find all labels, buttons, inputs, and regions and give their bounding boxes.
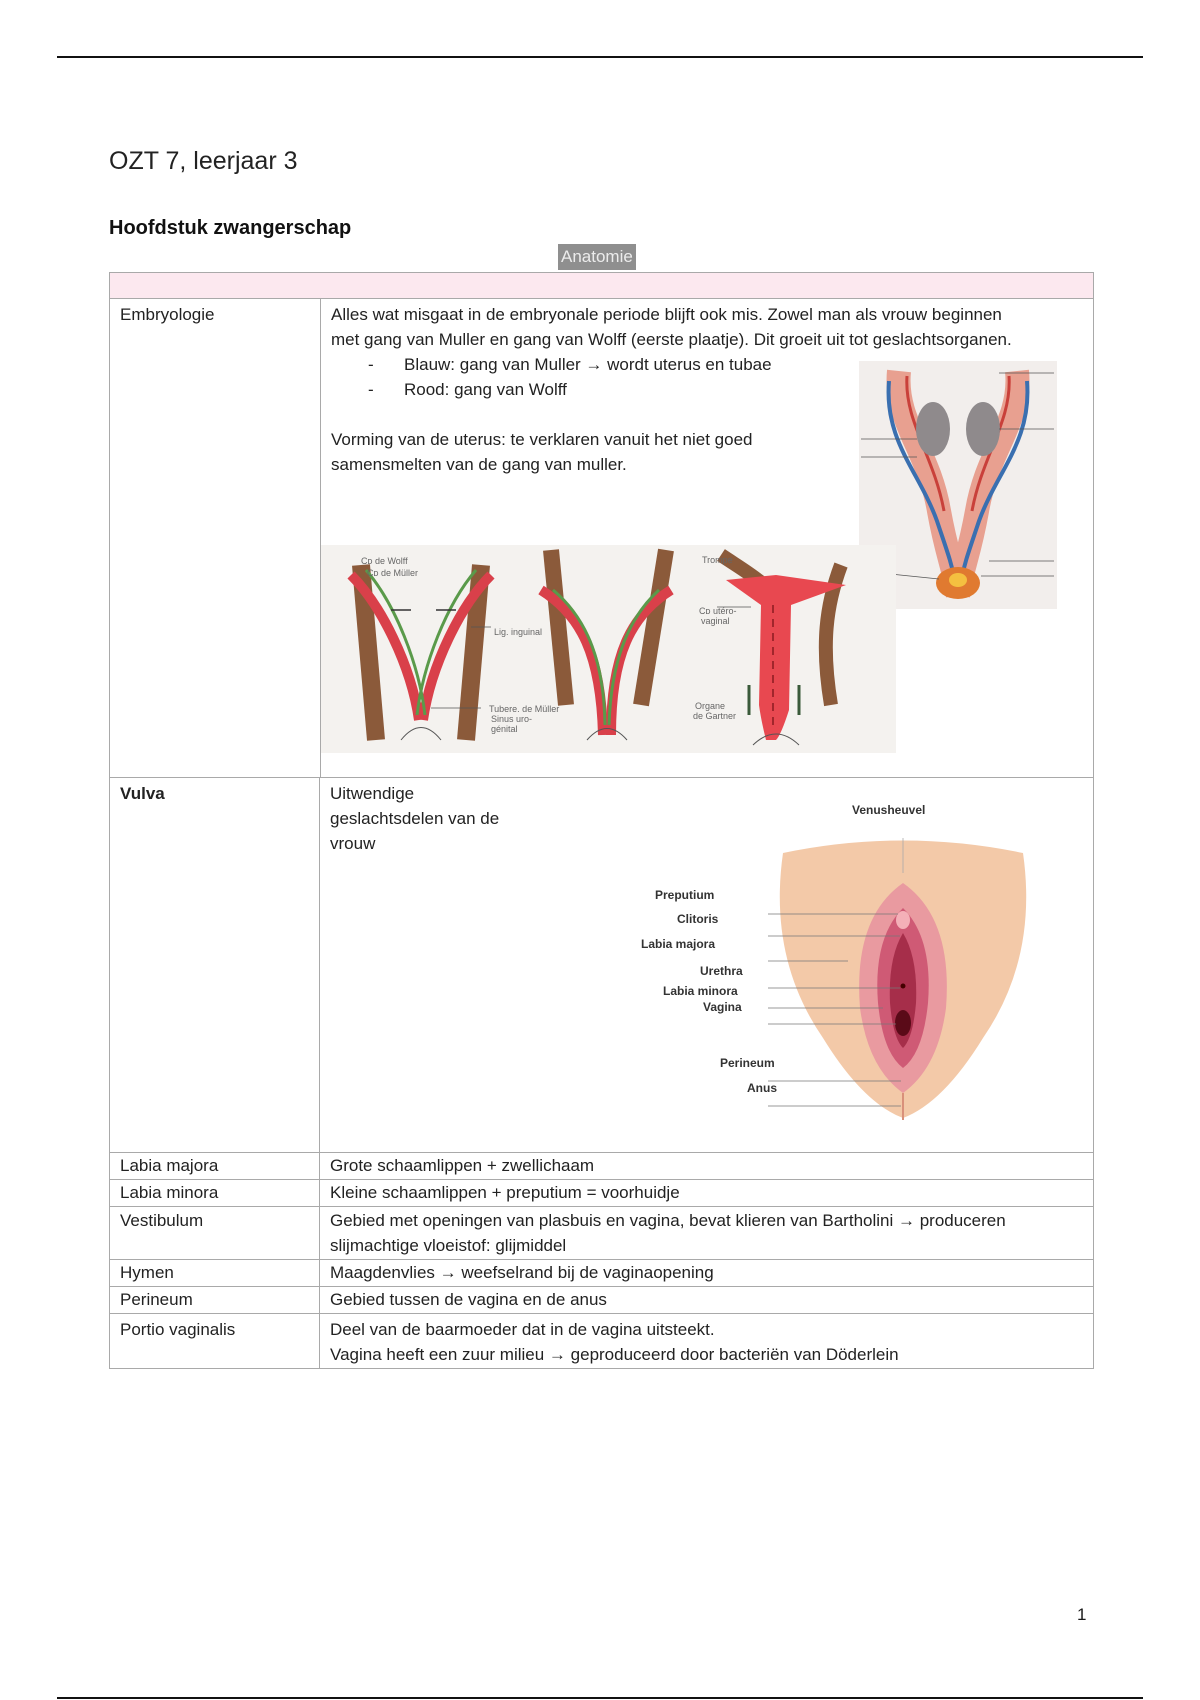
term-cell: Hymen <box>110 1260 320 1286</box>
table-row <box>110 1180 1093 1207</box>
embryology-intro: Alles wat misgaat in de embryonale periode blijft ook mis. Zowel man als vrouw beginnen met gang van Muller en gang van Wolff (eerste plaatje). Dit groeit uit tot geslachtsorganen. <box>331 305 1012 349</box>
embryology-note: Vorming van de uterus: te verklaren vanuit het niet goed samensmelten van de gang van muller. <box>331 430 753 474</box>
figure-label: Vagina <box>703 1000 742 1014</box>
description-cell: Maagdenvlies → weefselrand bij de vaginaopening <box>330 1263 714 1282</box>
figure-label: Organe <box>695 701 726 711</box>
term-cell: Vestibulum <box>110 1207 320 1259</box>
description-cell <box>320 299 1093 777</box>
table-row <box>110 1207 1093 1260</box>
section-label: Anatomie <box>558 244 636 270</box>
figure-label: Trompe <box>702 555 733 565</box>
description-line: Deel van de baarmoeder dat in de vagina uitsteekt. <box>330 1320 715 1339</box>
term-cell: Embryologie <box>120 305 215 324</box>
figure-label: Anus <box>747 1081 777 1095</box>
list-item: - Rood: gang van Wolff <box>368 377 1083 402</box>
vulva-figure <box>768 838 1038 1128</box>
table-row-embryology <box>110 299 1093 778</box>
figure-label: vaginal <box>701 616 730 626</box>
figure-label: Preputium <box>655 888 715 902</box>
figure-label: Clitoris <box>677 912 719 926</box>
document-title: OZT 7, leerjaar 3 <box>109 147 298 175</box>
description-cell: Grote schaamlippen + zwellichaam <box>330 1156 595 1175</box>
chapter-heading: Hoofdstuk zwangerschap <box>109 217 352 239</box>
table-header-row <box>110 273 1093 299</box>
description-cell: Gebied tussen de vagina en de anus <box>330 1290 607 1309</box>
term-cell: Perineum <box>110 1287 320 1313</box>
term-cell: Vulva <box>110 778 320 1152</box>
figure-label: Urethra <box>700 964 743 978</box>
figure-label: Lig. inguinal <box>494 627 543 637</box>
list-item: - Blauw: gang van Muller → wordt uterus en tubae <box>368 352 1083 377</box>
top-rule <box>57 56 1143 58</box>
table-row <box>110 1260 1093 1287</box>
table-row <box>110 1287 1093 1314</box>
figure-label: Cᴅ de Müller <box>367 568 418 578</box>
vulva-description: Uitwendige geslachtsdelen van de vrouw <box>330 784 500 853</box>
figure-label: Tubere. de Müller <box>489 704 560 714</box>
term-cell: Labia minora <box>110 1180 320 1206</box>
page-number: 1 <box>1077 1605 1087 1624</box>
description-line: Vagina heeft een zuur milieu → geproduceerd door bacteriën van Döderlein <box>330 1345 899 1364</box>
figure-label: Perineum <box>720 1056 775 1070</box>
description-cell <box>320 1314 1093 1368</box>
figure-label: Cᴅ utéro- <box>699 606 737 616</box>
bottom-rule <box>57 1697 1143 1699</box>
description-cell: Gebied met openingen van plasbuis en vagina, bevat klieren van Bartholini → produceren slijmachtige vloeistof: glijmiddel <box>330 1211 1006 1255</box>
figure-label: Sinus uro- <box>491 714 533 724</box>
figure-label: Venusheuvel <box>852 803 926 817</box>
figure-label: génital <box>491 724 518 734</box>
table-row <box>110 1153 1093 1180</box>
term-cell: Portio vaginalis <box>110 1314 320 1368</box>
figure-label: Labia majora <box>641 937 716 951</box>
table-row <box>110 1314 1093 1368</box>
anatomy-table <box>109 272 1094 1369</box>
figure-label: Labia minora <box>663 984 738 998</box>
description-cell: Kleine schaamlippen + preputium = voorhuidje <box>330 1183 680 1202</box>
term-cell: Labia majora <box>110 1153 320 1179</box>
figure-label: Cᴅ de Wolff <box>361 556 408 566</box>
table-row-vulva <box>110 778 1093 1153</box>
description-cell <box>320 778 1093 1152</box>
figure-label: de Gartner <box>693 711 737 721</box>
